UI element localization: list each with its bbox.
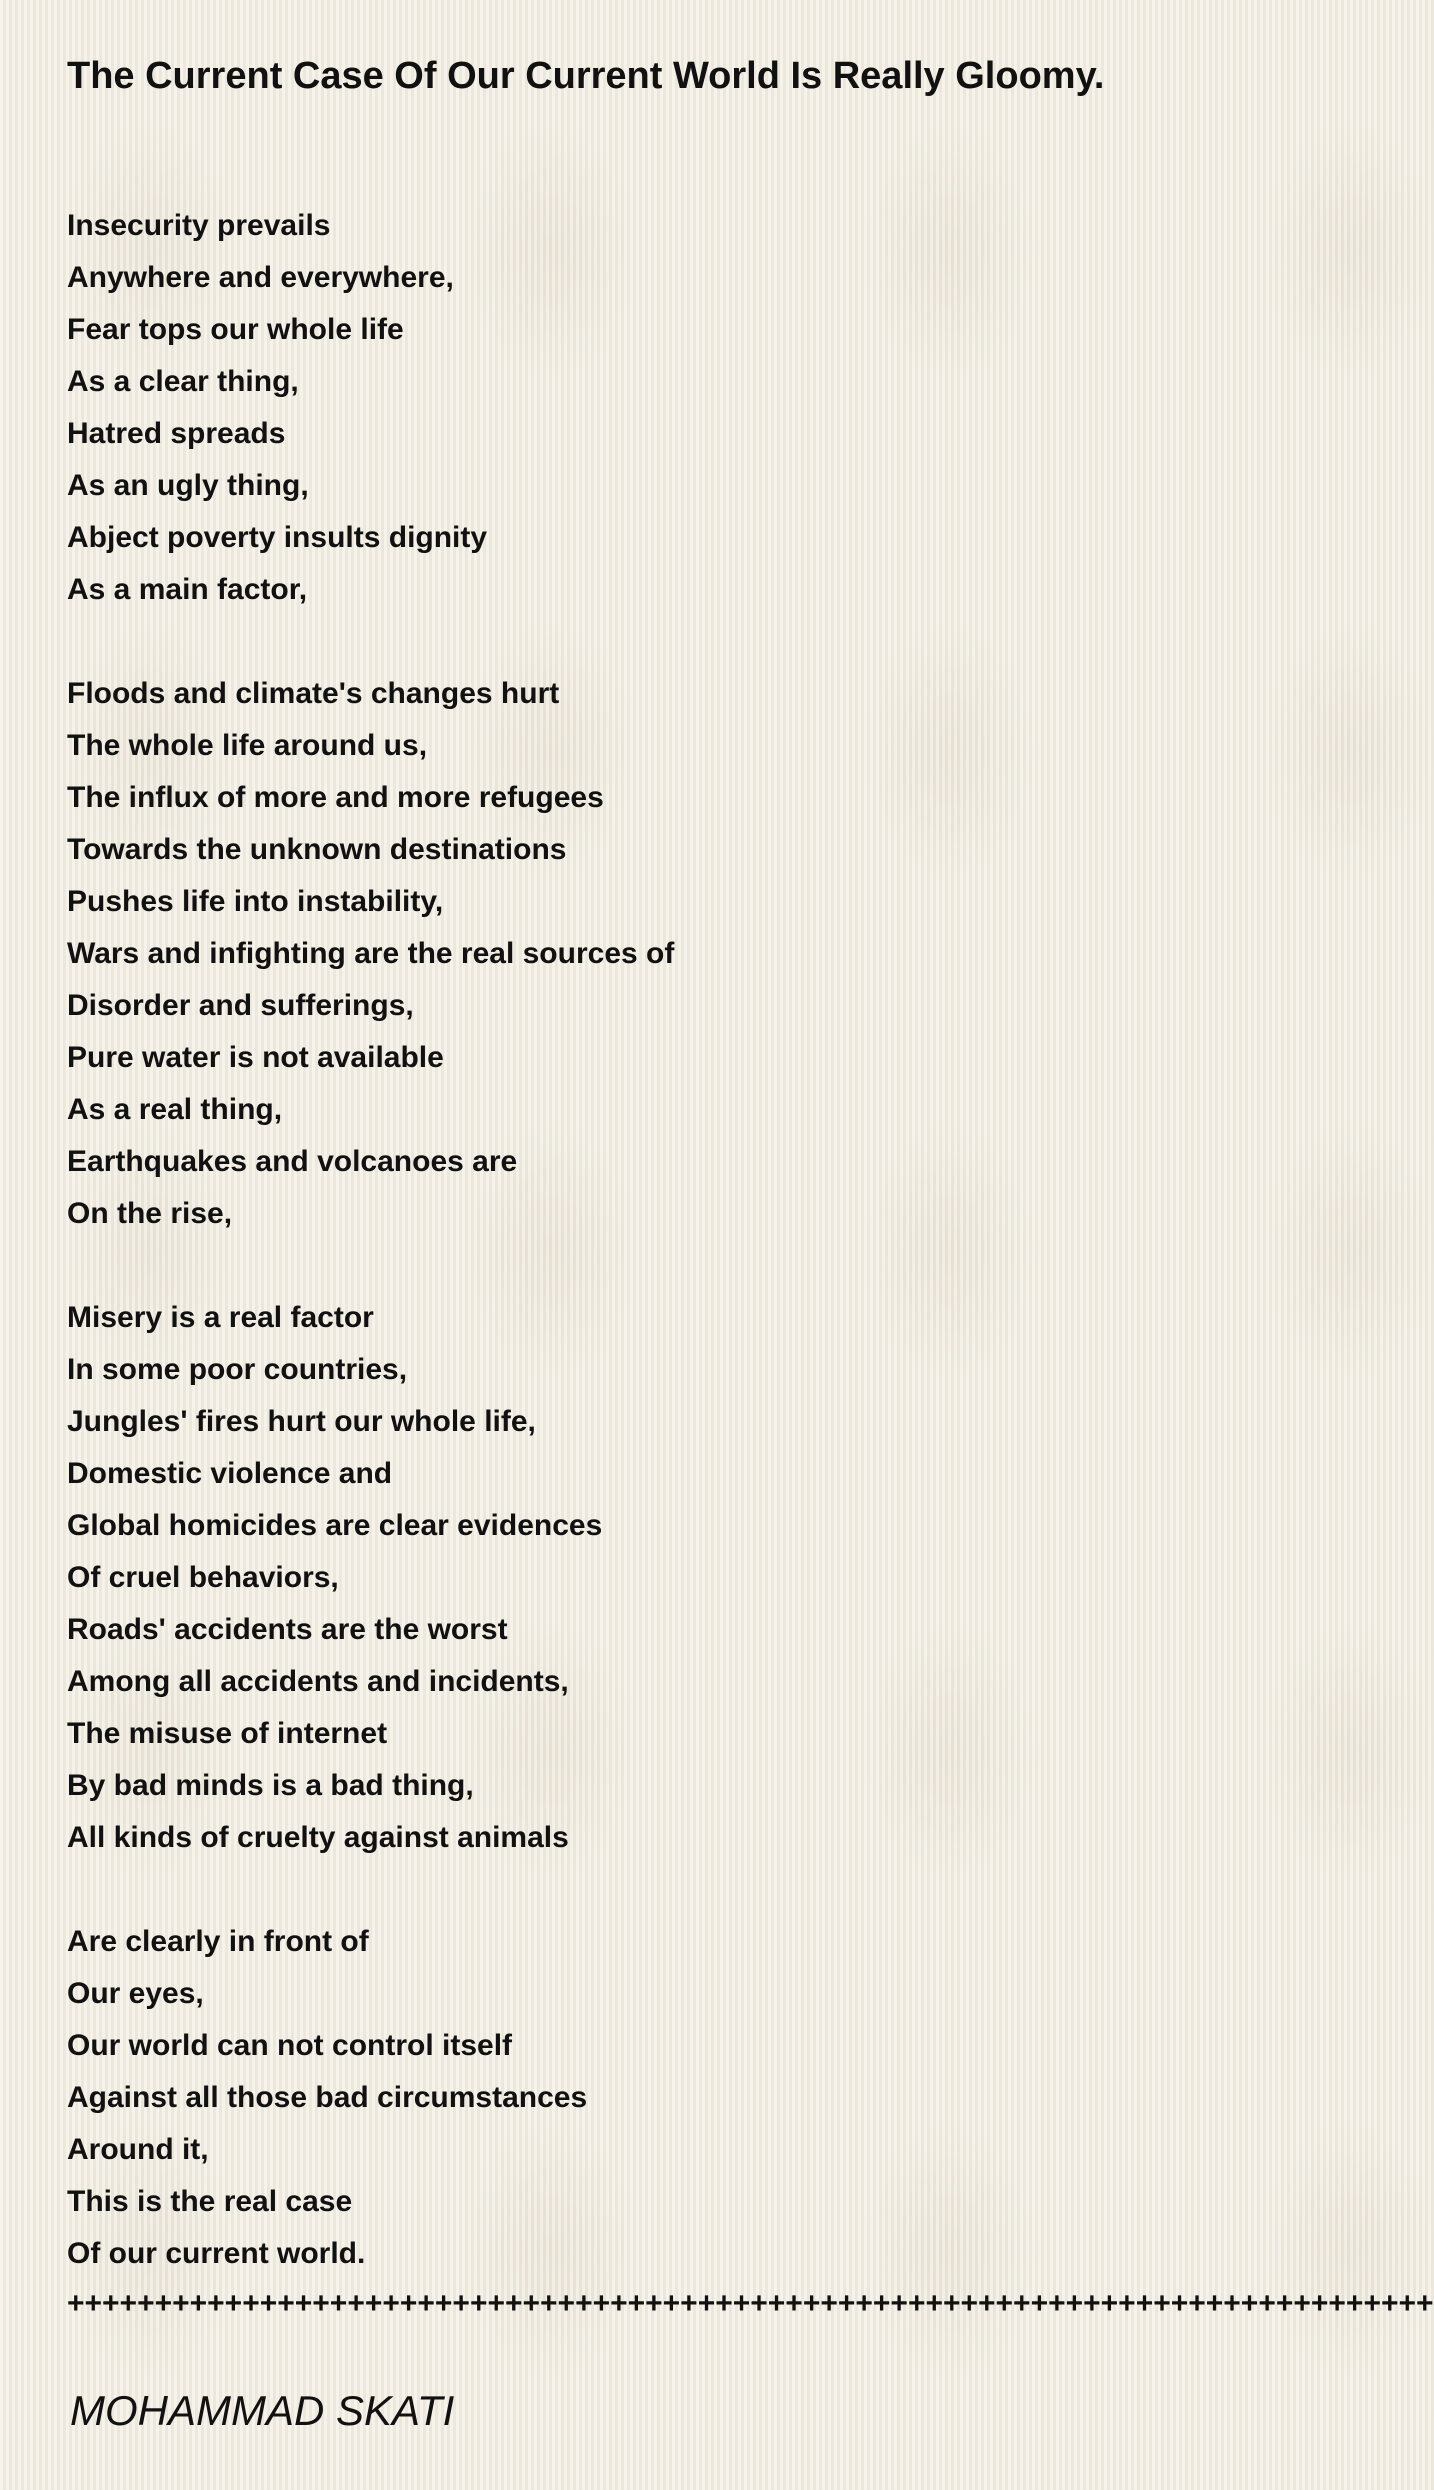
poem-line: Insecurity prevails: [67, 209, 331, 242]
poem-line: All kinds of cruelty against animals: [67, 1821, 569, 1854]
poem-line: Of cruel behaviors,: [67, 1561, 339, 1594]
poem-line: Towards the unknown destinations: [67, 833, 567, 866]
poem-line: Domestic violence and: [67, 1457, 393, 1490]
poem-line: On the rise,: [67, 1197, 233, 1230]
poem-line: As a real thing,: [67, 1093, 283, 1126]
poem-line: Pure water is not available: [67, 1041, 444, 1074]
poem-line: In some poor countries,: [67, 1353, 408, 1386]
stanza-break: [67, 1240, 1200, 1292]
poem-line: The misuse of internet: [67, 1717, 388, 1750]
poem-line: Jungles' fires hurt our whole life,: [67, 1405, 536, 1438]
poem-line: Floods and climate's changes hurt: [67, 677, 560, 710]
poem-line: Our world can not control itself: [67, 2029, 513, 2062]
stanza-break: [67, 616, 1200, 668]
poem-line: Abject poverty insults dignity: [67, 521, 488, 554]
poem-line: Anywhere and everywhere,: [67, 261, 454, 294]
poem-line: Global homicides are clear evidences: [67, 1509, 603, 1542]
poem-line: As a clear thing,: [67, 365, 299, 398]
poem-line: Around it,: [67, 2133, 209, 2166]
poem-line: Hatred spreads: [67, 417, 286, 450]
poem-line: As a main factor,: [67, 573, 308, 606]
poem-title: The Current Case Of Our Current World Is Really Gloomy.: [67, 55, 1105, 97]
stanza-break: [67, 1864, 1200, 1916]
poem-line: Our eyes,: [67, 1977, 204, 2010]
poem-line: Wars and infighting are the real sources of: [67, 937, 675, 970]
poem-line: The influx of more and more refugees: [67, 781, 604, 814]
poem-line: The whole life around us,: [67, 729, 428, 762]
poem-line: As an ugly thing,: [67, 469, 309, 502]
poem-line: Misery is a real factor: [67, 1301, 374, 1334]
poem-line: Fear tops our whole life: [67, 313, 404, 346]
poem-line: Pushes life into instability,: [67, 885, 444, 918]
poem-line: Disorder and sufferings,: [67, 989, 414, 1022]
divider-line: ++++++++++++++++++++++++++++++++++++++++++++++++++++++++++++++++++++++++++++++: [67, 2287, 1434, 2320]
poem-line: Among all accidents and incidents,: [67, 1665, 569, 1698]
poem-body: [67, 200, 1200, 2280]
poem-line: By bad minds is a bad thing,: [67, 1769, 474, 1802]
poem-line: Earthquakes and volcanoes are: [67, 1145, 518, 1178]
poem-line: This is the real case: [67, 2185, 353, 2218]
poem-line: Are clearly in front of: [67, 1925, 369, 1958]
poem-line: Roads' accidents are the worst: [67, 1613, 508, 1646]
poem-author: MOHAMMAD SKATI: [70, 2387, 455, 2434]
poem-line: Against all those bad circumstances: [67, 2081, 588, 2114]
poem-line: Of our current world.: [67, 2237, 366, 2270]
